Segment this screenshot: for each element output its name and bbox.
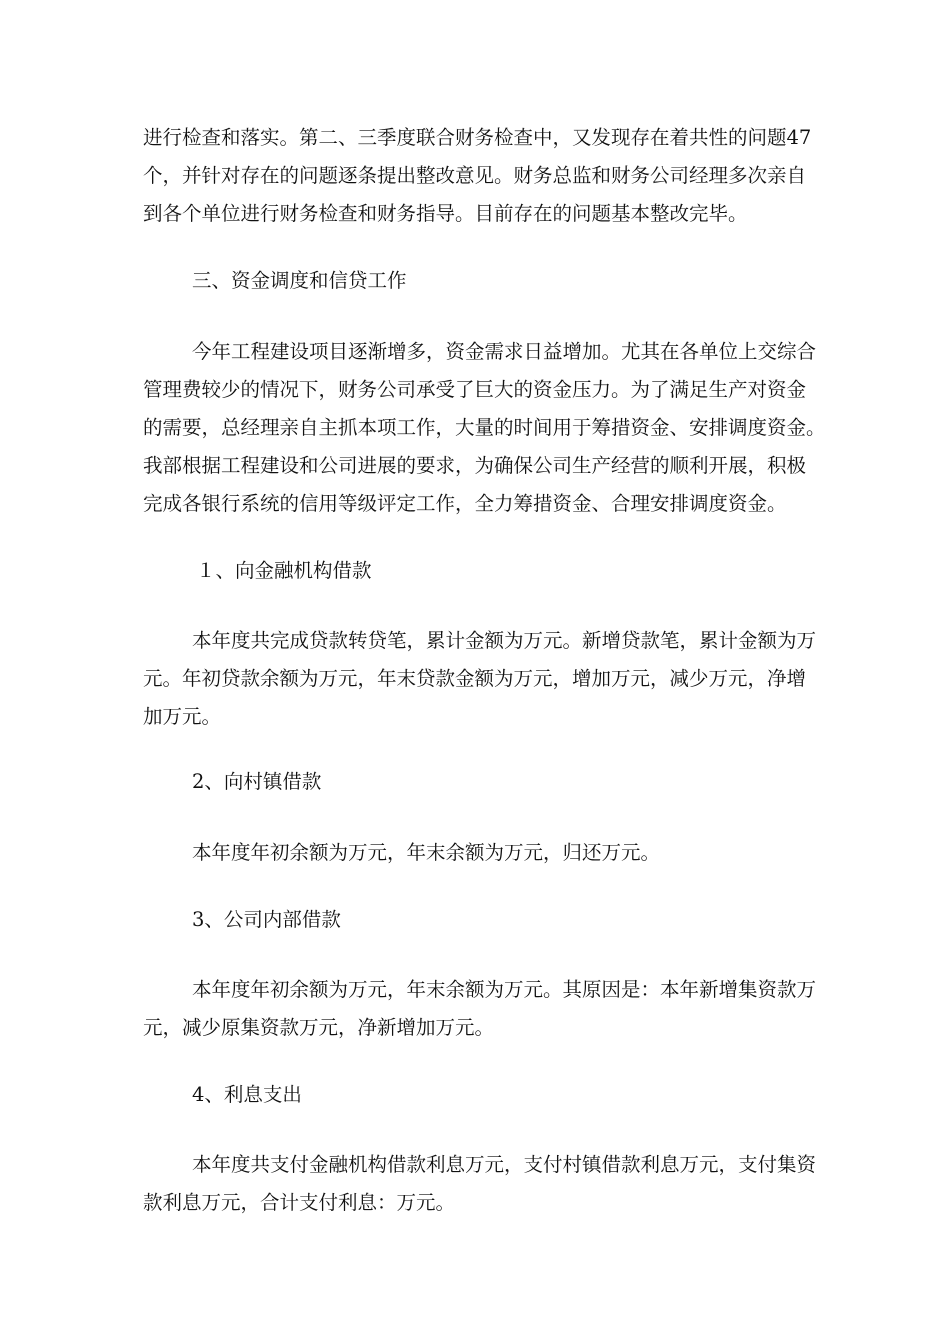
body-line: 个，并针对存在的问题逐条提出整改意见。财务总监和财务公司经理多次亲自 [143,164,807,187]
body-line: 本年度年初余额为万元，年末余额为万元，归还万元。 [192,841,661,864]
body-line: 管理费较少的情况下，财务公司承受了巨大的资金压力。为了满足生产对资金 [143,378,807,401]
subsection-heading: 4、利息支出 [192,1083,302,1106]
body-line: 今年工程建设项目逐渐增多，资金需求日益增加。尤其在各单位上交综合 [192,340,817,363]
subsection-heading: 3、公司内部借款 [192,908,341,931]
body-line: 元，减少原集资款万元，净新增加万元。 [143,1016,495,1039]
body-line: 元。年初贷款余额为万元，年末贷款金额为万元，增加万元，减少万元，净增 [143,667,807,690]
body-line: 本年度共支付金融机构借款利息万元，支付村镇借款利息万元，支付集资 [192,1153,817,1176]
body-line: 完成各银行系统的信用等级评定工作，全力筹措资金、合理安排调度资金。 [143,492,787,515]
body-line: 本年度年初余额为万元，年末余额为万元。其原因是：本年新增集资款万 [192,978,817,1001]
body-line: 进行检查和落实。第二、三季度联合财务检查中，又发现存在着共性的问题47 [143,126,812,149]
body-line: 款利息万元，合计支付利息：万元。 [143,1191,456,1214]
body-line: 的需要，总经理亲自主抓本项工作，大量的时间用于筹措资金、安排调度资金。 [143,416,826,439]
section-heading: 三、资金调度和信贷工作 [192,269,407,292]
body-line: 到各个单位进行财务检查和财务指导。目前存在的问题基本整改完毕。 [143,202,748,225]
body-line: 本年度共完成贷款转贷笔，累计金额为万元。新增贷款笔，累计金额为万 [192,629,817,652]
body-line: 我部根据工程建设和公司进展的要求，为确保公司生产经营的顺利开展，积极 [143,454,807,477]
subsection-heading: 2、向村镇借款 [192,770,322,793]
subsection-heading: １、向金融机构借款 [196,559,372,582]
body-line: 加万元。 [143,705,222,728]
